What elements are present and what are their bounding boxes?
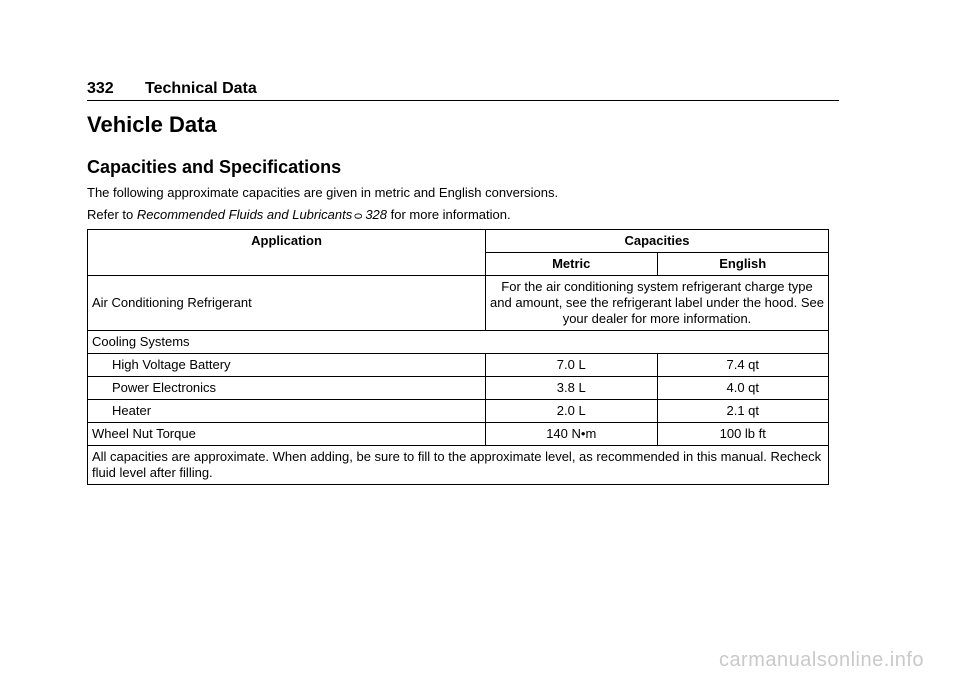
table-row (88, 331, 829, 354)
application-header-spacer (88, 253, 486, 276)
row-metric: 3.8 L (486, 377, 658, 400)
row-english: 2.1 qt (657, 400, 829, 423)
row-label: Power Electronics (88, 377, 486, 400)
table-row (88, 400, 829, 423)
ac-capacity-text: For the air conditioning system refrigerant charge type and amount, see the refrigerant label under the hood. See your dealer for more information. (486, 276, 829, 331)
row-english: 4.0 qt (657, 377, 829, 400)
section-heading: Capacities and Specifications (87, 157, 342, 177)
reference-link-title[interactable]: Recommended Fluids and Lubricants (136, 207, 353, 222)
site-watermark: carmanualsonline.info (718, 649, 924, 671)
row-metric: 2.0 L (486, 400, 658, 423)
page-title: Vehicle Data (87, 112, 217, 137)
torque-english: 100 lb ft (657, 423, 829, 446)
cooling-systems-label: Cooling Systems (88, 331, 829, 354)
table-row (88, 276, 829, 331)
table-row (88, 423, 829, 446)
page-number: 332 (87, 80, 114, 97)
torque-label: Wheel Nut Torque (88, 423, 486, 446)
table-note-row (88, 446, 829, 485)
manual-page (87, 80, 839, 485)
capacities-note: All capacities are approximate. When adding, be sure to fill to the approximate level, as recommended in this manual. Recheck fluid level after filling. (88, 446, 829, 485)
application-header: Application (88, 230, 486, 253)
english-header: English (657, 253, 829, 276)
reference-prefix: Refer to (87, 207, 137, 222)
reference-link-page[interactable]: 328 (365, 207, 388, 222)
capacities-table (87, 229, 829, 485)
row-label: Heater (88, 400, 486, 423)
metric-header: Metric (486, 253, 658, 276)
table-header-row (88, 230, 829, 253)
ac-label: Air Conditioning Refrigerant (88, 276, 486, 331)
table-subheader-row (88, 253, 829, 276)
page-arrow-icon: 0 (353, 212, 366, 220)
torque-metric: 140 N•m (486, 423, 658, 446)
capacities-header: Capacities (486, 230, 829, 253)
row-label: High Voltage Battery (88, 354, 486, 377)
section-title: Technical Data (145, 80, 257, 97)
table-row (88, 377, 829, 400)
table-row (88, 354, 829, 377)
row-metric: 7.0 L (486, 354, 658, 377)
row-english: 7.4 qt (657, 354, 829, 377)
reference-line (87, 206, 839, 225)
intro-text: The following approximate capacities are given in metric and English conversions. (87, 185, 559, 200)
page-header (87, 80, 839, 101)
reference-suffix: for more information. (387, 207, 511, 222)
